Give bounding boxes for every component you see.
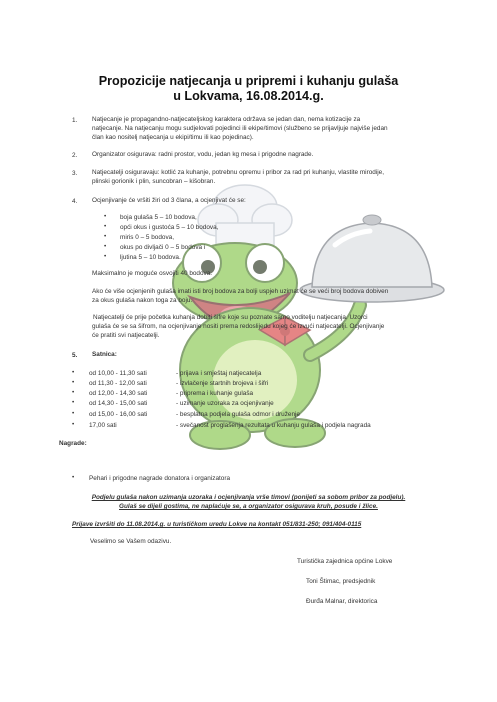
bullet: • [72, 379, 75, 386]
signature-director: Đurđa Malnar, direktorica [306, 598, 378, 605]
bullet: • [72, 421, 75, 428]
bullet: • [72, 389, 75, 396]
tie-rule-line1: Ako će više ocjenjenih gulaša imati isti broj bodova za bolji uspjeh uzimat će se veći broj bodova dobiven [92, 288, 389, 295]
bullet: • [72, 399, 75, 406]
schedule-time: od 12,00 - 14,30 sati [89, 390, 148, 397]
code-rule-line3: će pratiti svi natjecatelji. [92, 332, 160, 339]
schedule-time: od 10,00 - 11,30 sati [89, 370, 147, 377]
document-title-line1: Propozicije natjecanja u pripremi i kuhanju gulaša [98, 74, 399, 88]
item-1-line1: Natjecanje je propagandno-natjecateljskog karaktera održava se jedan dan, nema kotizacije za [92, 116, 361, 123]
item-4-line1: Ocjenjivanje će vršiti žiri od 3 člana, a ocjenjivat će se: [92, 197, 246, 204]
bullet: • [72, 369, 75, 376]
item-3-line1: Natjecatelji osiguravaju: kotlić za kuhanje, potrebnu opremu i pribor za rad pri kuhanju, vlastite mirodije, [92, 169, 384, 176]
bullet: • [104, 213, 107, 220]
item-number: 4. [72, 198, 78, 205]
notice-line1: Podjelu gulaša nakon uzimanja uzoraka i ocjenjivanja vrše timovi (ponijeti sa sobom pribor za podjelu). [91, 494, 406, 501]
item-1-line2: natjecanje. Na natjecanju mogu sudjelovati pojedinci ili ekipe/timovi (službeno se prijavljuje najviše jedan [92, 125, 388, 132]
bullet: • [72, 410, 75, 417]
tie-rule-line2: za okus gulaša nakon toga za boju. [92, 297, 193, 304]
schedule-desc: - prijava i smještaj natjecatelja [176, 370, 262, 377]
schedule-desc: - izvlačenje startnih brojeva i šifri [176, 380, 269, 387]
criterion-item: boja gulaša 5 – 10 bodova, [120, 214, 197, 221]
schedule-time: od 15,00 - 16,00 sati [89, 411, 148, 418]
schedule-desc: - priprema i kuhanje gulaša [176, 390, 254, 397]
item-3-line2: plinski gorionik i plin, suncobran – kišobran. [92, 178, 216, 185]
document-title-line2: u Lokvama, 16.08.2014.g. [173, 89, 324, 103]
schedule-desc: - besplatna podjela gulaša odmor i druženje [176, 411, 300, 418]
application-info: Prijave izvršiti do 11.08.2014.g. u turističkom uredu Lokve na kontakt 051/831-250; 091/404-0115 [72, 521, 362, 528]
organizer-name: Turistička zajednica općine Lokve [297, 558, 393, 565]
schedule-desc: - uzimanje uzoraka za ocjenjivanje [176, 400, 274, 407]
item-number: 2. [72, 152, 78, 159]
bullet: • [104, 233, 107, 240]
item-number: 1. [72, 117, 78, 124]
item-number: 3. [72, 170, 78, 177]
schedule-number: 5. [72, 352, 78, 359]
item-2-line1: Organizator osigurava: radni prostor, vodu, jedan kg mesa i prigodne nagrade. [92, 151, 314, 158]
bullet: • [72, 474, 75, 481]
schedule-time: od 14,30 - 15,00 sati [89, 400, 148, 407]
schedule-desc: - svečanost proglašenja rezultata u kuhanju gulaša i podjela nagrada [176, 422, 371, 429]
bullet: • [104, 243, 107, 250]
max-points-text: Maksimalno je moguće osvojiti 40 bodova. [92, 270, 213, 277]
welcome-text: Veselimo se Vašem odazivu. [90, 538, 172, 545]
criterion-item: ljutina 5 – 10 bodova. [120, 254, 181, 261]
schedule-time: od 11,30 - 12,00 sati [89, 380, 147, 387]
code-rule-line2: gulaša će se sa šifrom, na ocjenjivanje nositi prema redoslijedu kojeg će izvući natjecatelji. Ocjenjivanje [92, 323, 385, 330]
notice-line2: Gulaš se dijeli gostima, ne naplaćuje se, a organizator osigurava kruh, posude i žlice. [119, 503, 378, 510]
schedule-time: 17,00 sati [89, 422, 117, 429]
bullet: • [104, 223, 107, 230]
signature-president: Toni Štimac, predsjednik [306, 578, 376, 585]
criterion-item: okus po divljači 0 – 5 bodova i [120, 244, 206, 251]
prizes-title: Nagrade: [59, 440, 87, 447]
criterion-item: miris 0 – 5 bodova, [120, 234, 174, 241]
criterion-item: opći okus i gustoća 5 – 10 bodova, [120, 224, 219, 231]
item-1-line3: član kao nositelj natjecanja u ekipi/timu ili kao pojedinac). [92, 134, 254, 141]
prizes-item: Pehari i prigodne nagrade donatora i organizatora [89, 475, 231, 482]
bullet: • [104, 253, 107, 260]
code-rule-line1: Natjecatelji će prije početka kuhanja dobiti šifre koje su poznate samo voditelju natjecanja. Uzorci [93, 314, 368, 321]
schedule-title: Satnica: [92, 351, 117, 358]
